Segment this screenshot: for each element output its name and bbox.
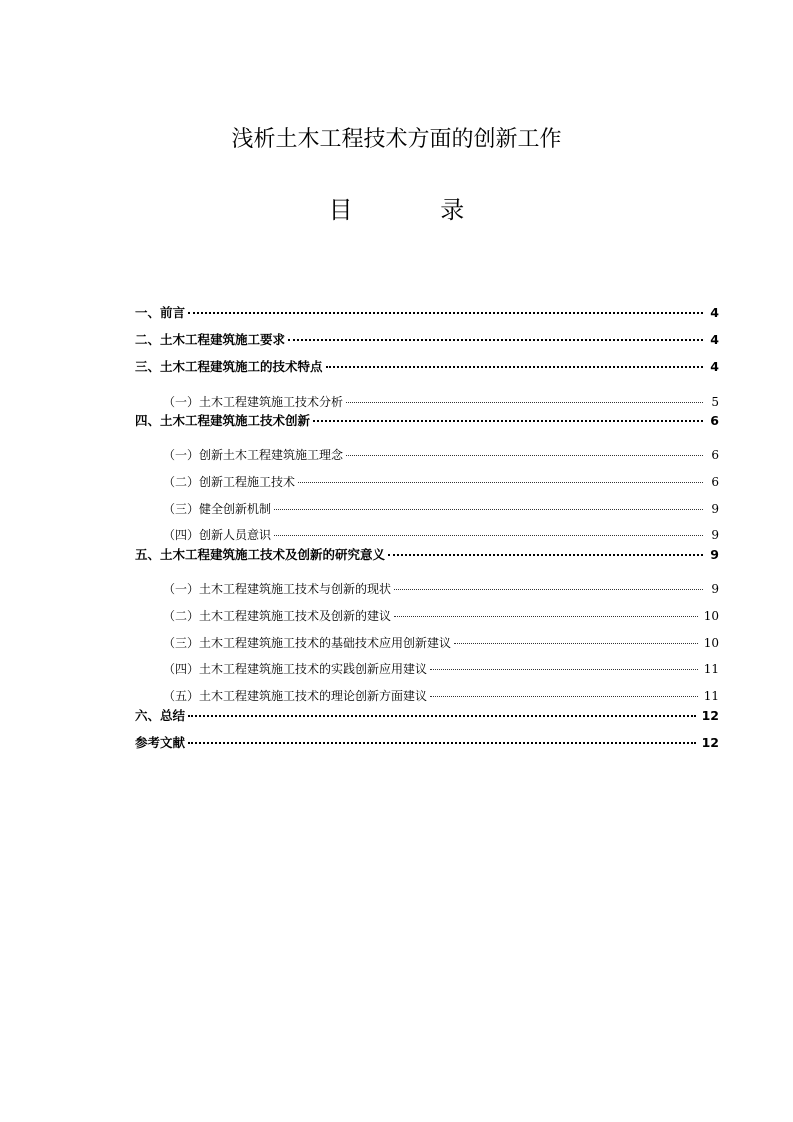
toc-entry-page: 9 [711, 582, 719, 596]
toc-entry-page: 12 [701, 735, 719, 750]
toc-entry-label: （二）土木工程建筑施工技术及创新的建议 [163, 609, 392, 623]
toc-entry-label: 三、土木工程建筑施工的技术特点 [135, 359, 323, 374]
toc-entry[interactable] [135, 412, 719, 430]
toc-leader-dots [430, 686, 698, 697]
toc-heading: 目 录 [328, 196, 505, 224]
toc-leader-dots [394, 579, 703, 590]
toc-leader-dots [346, 445, 703, 456]
toc-leader-dots [326, 356, 703, 368]
toc-leader-dots [288, 329, 703, 341]
toc-entry-label: （四）创新人员意识 [163, 528, 272, 542]
toc-entry[interactable] [163, 660, 719, 678]
toc-entry-label: 一、前言 [135, 305, 186, 320]
toc-entry-label: 六、总结 [135, 708, 186, 723]
toc-entry[interactable] [163, 446, 719, 464]
toc-leader-dots [188, 732, 696, 744]
toc-entry-page: 5 [711, 395, 719, 409]
toc-entry-page: 6 [711, 448, 719, 462]
toc-entry[interactable] [135, 707, 719, 725]
toc-entry[interactable] [163, 473, 719, 491]
toc-leader-dots [430, 659, 698, 670]
toc-entry-label: 参考文献 [135, 735, 186, 750]
toc-entry-label: （三）健全创新机制 [163, 502, 272, 516]
toc-entry-label: 五、土木工程建筑施工技术及创新的研究意义 [135, 547, 386, 562]
toc-entry[interactable] [163, 687, 719, 705]
toc-leader-dots [313, 410, 703, 422]
toc-entry-label: （二）创新工程施工技术 [163, 475, 296, 489]
toc-entry-page: 11 [703, 689, 719, 703]
toc-entry[interactable] [135, 304, 719, 322]
toc-leader-dots [388, 544, 703, 556]
toc-entry-page: 9 [711, 502, 719, 516]
toc-entry-label: 四、土木工程建筑施工技术创新 [135, 413, 311, 428]
toc-entry-page: 4 [710, 359, 719, 374]
toc-entry-label: （三）土木工程建筑施工技术的基础技术应用创新建议 [163, 636, 452, 650]
toc-entry[interactable] [135, 546, 719, 564]
toc-entry[interactable] [135, 331, 719, 349]
toc-entry[interactable] [163, 393, 719, 411]
toc-leader-dots [274, 499, 703, 510]
toc-entry-label: （一）土木工程建筑施工技术分析 [163, 395, 344, 409]
toc-leader-dots [346, 392, 703, 403]
toc-entry[interactable] [163, 500, 719, 518]
toc-leader-dots [394, 606, 698, 617]
toc-entry-page: 4 [710, 305, 719, 320]
toc-entry[interactable] [163, 634, 719, 652]
toc-leader-dots [298, 472, 703, 483]
toc-entry-page: 9 [710, 547, 719, 562]
toc-entry-label: 二、土木工程建筑施工要求 [135, 332, 286, 347]
document-title: 浅析土木工程技术方面的创新工作 [231, 127, 562, 152]
toc-leader-dots [274, 525, 703, 536]
toc-entry-label: （一）土木工程建筑施工技术与创新的现状 [163, 582, 392, 596]
toc-leader-dots [454, 633, 698, 644]
toc-entry-page: 10 [703, 609, 719, 623]
toc-entry-page: 11 [703, 662, 719, 676]
toc-entry-label: （四）土木工程建筑施工技术的实践创新应用建议 [163, 662, 428, 676]
toc-entry[interactable] [163, 607, 719, 625]
toc-entry[interactable] [163, 526, 719, 544]
toc-entry[interactable] [163, 580, 719, 598]
toc-leader-dots [188, 705, 696, 717]
toc-entry-page: 12 [701, 708, 719, 723]
toc-entry-page: 9 [711, 528, 719, 542]
toc-entry[interactable] [135, 358, 719, 376]
toc-entry-label: （五）土木工程建筑施工技术的理论创新方面建议 [163, 689, 428, 703]
toc-entry-page: 6 [711, 475, 719, 489]
toc-entry-page: 10 [703, 636, 719, 650]
toc-entry-label: （一）创新土木工程建筑施工理念 [163, 448, 344, 462]
toc-leader-dots [188, 302, 703, 314]
toc-entry-page: 6 [710, 413, 719, 428]
toc-entry-page: 4 [710, 332, 719, 347]
toc-entry[interactable] [135, 734, 719, 752]
